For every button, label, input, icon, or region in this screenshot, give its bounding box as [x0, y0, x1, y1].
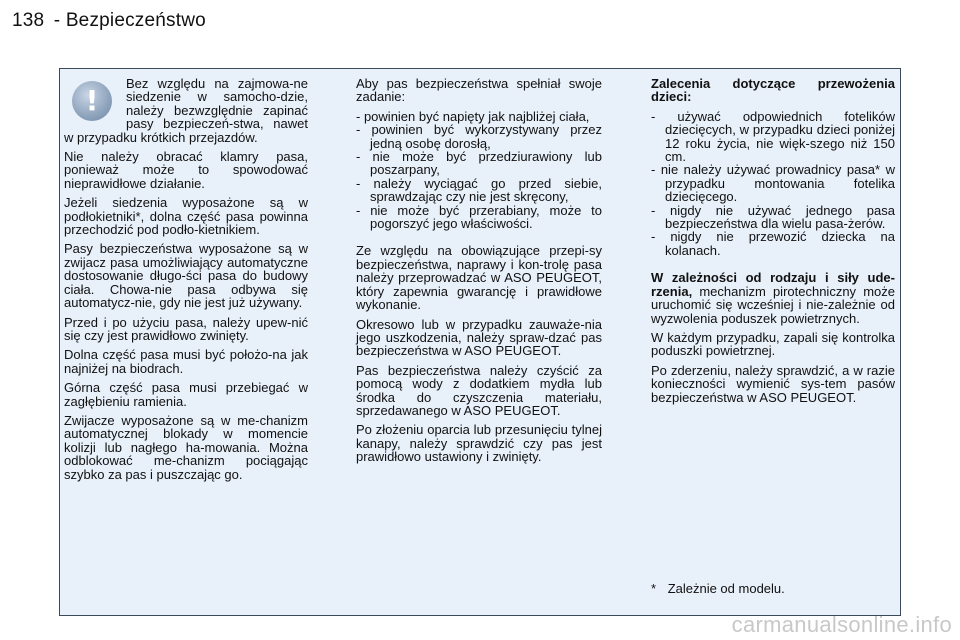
list-item: - używać odpowiednich fotelików dziecięcych, w przypadku dzieci poniżej 12 roku życia, nie więk-szego niż 150 cm.	[651, 110, 895, 164]
page-title: Bezpieczeństwo	[65, 10, 206, 31]
warning-exclamation-icon: !	[72, 81, 112, 121]
list-item: - nie może być przedziurawiony lub poszarpany,	[356, 150, 602, 177]
watermark: carmanualsonline.info	[731, 612, 952, 637]
seatbelt-paragraph-7: Górna część pasa musi przebiegać w zagłębieniu ramienia.	[64, 380, 308, 409]
header-separator: -	[53, 10, 61, 31]
children-heading: Zalecenia dotyczące przewożenia dzieci:	[651, 76, 895, 105]
column-2	[356, 77, 602, 470]
list-item: - nigdy nie używać jednego pasa bezpieczeństwa dla wielu pasa-żerów.	[651, 204, 895, 231]
pyrotechnic-rest: mechanizm pirotechniczny może uruchomić się wcześniej i nie-zależnie od wyzwolenia poduszek powietrznych.	[651, 283, 895, 326]
footnote-star: *	[651, 581, 657, 596]
column-3	[651, 77, 895, 410]
page-number: 138	[12, 10, 45, 31]
seatbelt-paragraph-4: Pasy bezpieczeństwa wyposażone są w zwijacz pasa umożliwiający automatyczne dostosowanie długo-ści pasa do budowy ciała. Chowa-nie pasa odbywa się automatycz-nie, gdy nie jest już używany.	[64, 241, 308, 311]
footnote	[651, 581, 785, 596]
pyrotechnic-paragraph	[651, 271, 895, 325]
list-item: - powinien być napięty jak najbliżej ciała,	[356, 110, 602, 123]
seatbelt-paragraph-6: Dolna część pasa musi być położo-na jak najniżej na biodrach.	[64, 347, 308, 376]
after-collision-paragraph: Po zderzeniu, należy sprawdzić, a w razie konieczności wymienić sys-tem pasów bezpieczeństwa w ASO PEUGEOT.	[651, 362, 895, 405]
maintenance-paragraph-3: Pas bezpieczeństwa należy czyścić za pomocą wody z dodatkiem mydła lub środka do czyszczenia materiału, sprzedawanego w ASO PEUGEOT.	[356, 362, 602, 418]
list-item: - należy wyciągać go przed siebie, sprawdzając czy nie jest skręcony,	[356, 177, 602, 204]
airbag-light-paragraph: W każdym przypadku, zapali się kontrolka poduszki powietrznej.	[651, 329, 895, 359]
seatbelt-paragraph-3: Jeżeli siedzenia wyposażone są w podłokietniki*, dolna część pasa powinna przechodzić pod podło-kietnikiem.	[64, 195, 308, 238]
requirements-list	[356, 110, 602, 231]
requirements-intro: Aby pas bezpieczeństwa spełniał swoje zadanie:	[356, 76, 602, 105]
seatbelt-paragraph-5: Przed i po użyciu pasa, należy upew-nić się czy jest prawidłowo zwinięty.	[64, 314, 308, 343]
maintenance-paragraph-2: Okresowo lub w przypadku zauważe-nia jego uszkodzenia, należy spraw-dzać pas bezpieczeństwa w ASO PEUGEOT.	[356, 316, 602, 359]
seatbelt-paragraph-8: Zwijacze wyposażone są w me-chanizm automatycznej blokady w momencie kolizji lub nagłego ha-mowania. Można odblokować me-chanizm pociągając szybko za pas i puszczając go.	[64, 412, 308, 482]
list-item: - nie należy używać prowadnicy pasa* w przypadku montowania fotelika dziecięcego.	[651, 163, 895, 203]
seatbelt-paragraph-2: Nie należy obracać klamry pasa, ponieważ może to spowodować nieprawidłowe działanie.	[64, 149, 308, 191]
maintenance-paragraph-1: Ze względu na obowiązujące przepi-sy bezpieczeństwa, naprawy i kon-trolę pasa należy przeprowadzać w ASO PEUGEOT, który zapewnia gwarancję i prawidłowe wykonanie.	[356, 243, 602, 313]
page-header	[12, 10, 206, 32]
content-panel	[59, 68, 901, 616]
list-item: - nigdy nie przewozić dziecka na kolanach.	[651, 230, 895, 257]
maintenance-paragraph-4: Po złożeniu oparcia lub przesunięciu tylnej kanapy, należy sprawdzić czy pas jest prawidłowo ustawiony i zwinięty.	[356, 422, 602, 465]
column-1	[64, 77, 308, 487]
pyrotechnic-bold-lead: W zależności od rodzaju i siły ude-rzenia,	[651, 270, 895, 299]
list-item: - powinien być wykorzystywany przez jedną osobę dorosłą,	[356, 123, 602, 150]
children-list	[651, 110, 895, 257]
seatbelt-paragraph-1: Bez względu na zajmowa-ne siedzenie w samocho-dzie, należy bezwzględnie zapinać pasy bezpieczeń-stwa, nawet w przypadku krótkich przejazdów.	[64, 76, 308, 145]
list-item: - nie może być przerabiany, może to pogorszyć jego właściwości.	[356, 204, 602, 231]
footnote-text: Zależnie od modelu.	[667, 581, 785, 596]
